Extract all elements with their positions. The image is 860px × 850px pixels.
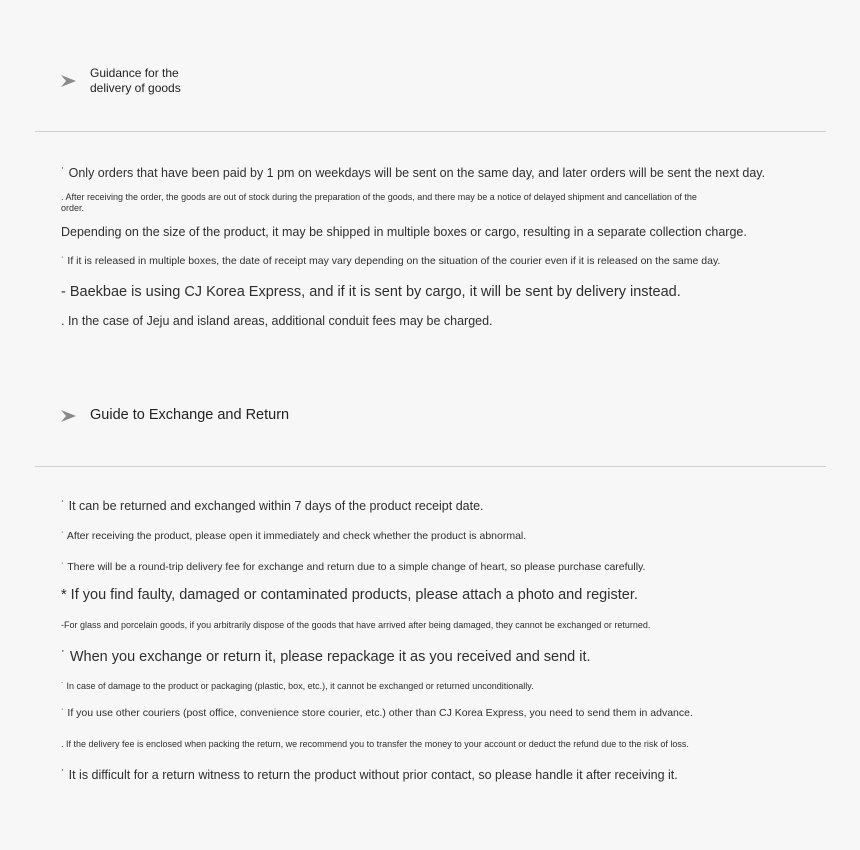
exchange-line: ˙ It is difficult for a return witness to return the product without prior contact, so please handle it after receiving it.: [61, 768, 678, 782]
divider: [35, 466, 826, 467]
delivery-line: . After receiving the order, the goods are out of stock during the preparation of the goods, and there may be a notice of delayed shipment and cancellation of the order.: [61, 192, 697, 213]
exchange-line: -For glass and porcelain goods, if you arbitrarily dispose of the goods that have arrived after being damaged, they cannot be exchanged or returned.: [61, 620, 651, 630]
delivery-line: - Baekbae is using CJ Korea Express, and if it is sent by cargo, it will be sent by delivery instead.: [61, 284, 681, 300]
delivery-title-line1: Guidance for the: [90, 66, 179, 80]
delivery-section-title: [90, 66, 181, 96]
delivery-title-line2: delivery of goods: [90, 81, 181, 95]
exchange-section-title: Guide to Exchange and Return: [90, 407, 290, 423]
exchange-line: ˙ In case of damage to the product or packaging (plastic, box, etc.), it cannot be exchanged or returned unconditionally.: [61, 681, 534, 691]
exchange-line: ˙ After receiving the product, please open it immediately and check whether the product is abnormal.: [61, 530, 527, 542]
delivery-line: Depending on the size of the product, it may be shipped in multiple boxes or cargo, resulting in a separate collection charge.: [61, 225, 747, 239]
divider: [35, 131, 826, 132]
exchange-line: . If the delivery fee is enclosed when packing the return, we recommend you to transfer the money to your account or deduct the refund due to the risk of loss.: [61, 739, 689, 749]
delivery-line: ˙ If it is released in multiple boxes, the date of receipt may vary depending on the situation of the courier even if it is released on the same day.: [61, 255, 721, 267]
delivery-section-header: [60, 66, 181, 96]
delivery-line: . In the case of Jeju and island areas, additional conduit fees may be charged.: [61, 314, 493, 328]
chevron-right-icon: [60, 409, 78, 423]
exchange-line: ˙ There will be a round-trip delivery fee for exchange and return due to a simple change of heart, so please purchase carefully.: [61, 561, 646, 573]
chevron-right-icon: [60, 74, 78, 88]
exchange-section-header: [60, 408, 289, 423]
exchange-line: ˙ It can be returned and exchanged within 7 days of the product receipt date.: [61, 499, 484, 513]
exchange-line: ˙ If you use other couriers (post office, convenience store courier, etc.) other than CJ Korea Express, you need to send them in advance.: [61, 707, 693, 719]
delivery-line: ˙ Only orders that have been paid by 1 pm on weekdays will be sent on the same day, and later orders will be sent the next day.: [61, 166, 766, 180]
exchange-line: ˙ When you exchange or return it, please repackage it as you received and send it.: [61, 649, 591, 665]
exchange-line: * If you find faulty, damaged or contaminated products, please attach a photo and register.: [61, 587, 638, 603]
